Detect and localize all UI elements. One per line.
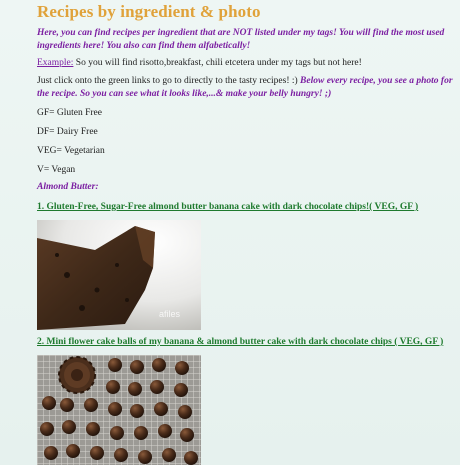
cake-balls-photo xyxy=(37,355,201,465)
recipe-link-2[interactable]: 2. Mini flower cake balls of my banana & almond butter cake with dark chocolate chips ( VEG, GF ) xyxy=(37,337,444,347)
recipe-photo-1[interactable] xyxy=(37,220,201,330)
cake-slice-photo xyxy=(37,220,201,330)
legend-veg: VEG= Vegetarian xyxy=(37,146,105,156)
example-text: So you will find risotto,breakfast, chili etcetera under my tags but not here! xyxy=(73,58,362,68)
example-line xyxy=(37,57,455,70)
page-title: Recipes by ingredient & photo xyxy=(37,2,261,21)
example-link[interactable]: Example: xyxy=(37,58,74,68)
recipe-link-1[interactable]: 1. Gluten-Free, Sugar-Free almond butter banana cake with dark chocolate chips!( VEG, GF ) xyxy=(37,202,419,212)
photo-watermark: afiles xyxy=(159,309,181,319)
legend-gf: GF= Gluten Free xyxy=(37,108,102,118)
intro-text: Here, you can find recipes per ingredient that are NOT listed under my tags! You will find the most used ingredients here! You also can find them alfabetically! xyxy=(37,28,445,51)
instructions-text: Just click onto the green links to go to directly to the tasty recipes! :) xyxy=(37,76,301,86)
legend-v: V= Vegan xyxy=(37,165,76,175)
legend-df: DF= Dairy Free xyxy=(37,127,98,137)
instructions-emphasis: Below every recipe, you see a photo for the recipe. So you can see what it looks like,...& make your belly hungry! ;) xyxy=(37,76,453,99)
section-heading: Almond Butter: xyxy=(37,182,99,192)
recipe-photo-2[interactable] xyxy=(37,355,201,465)
instructions-line xyxy=(37,75,457,101)
